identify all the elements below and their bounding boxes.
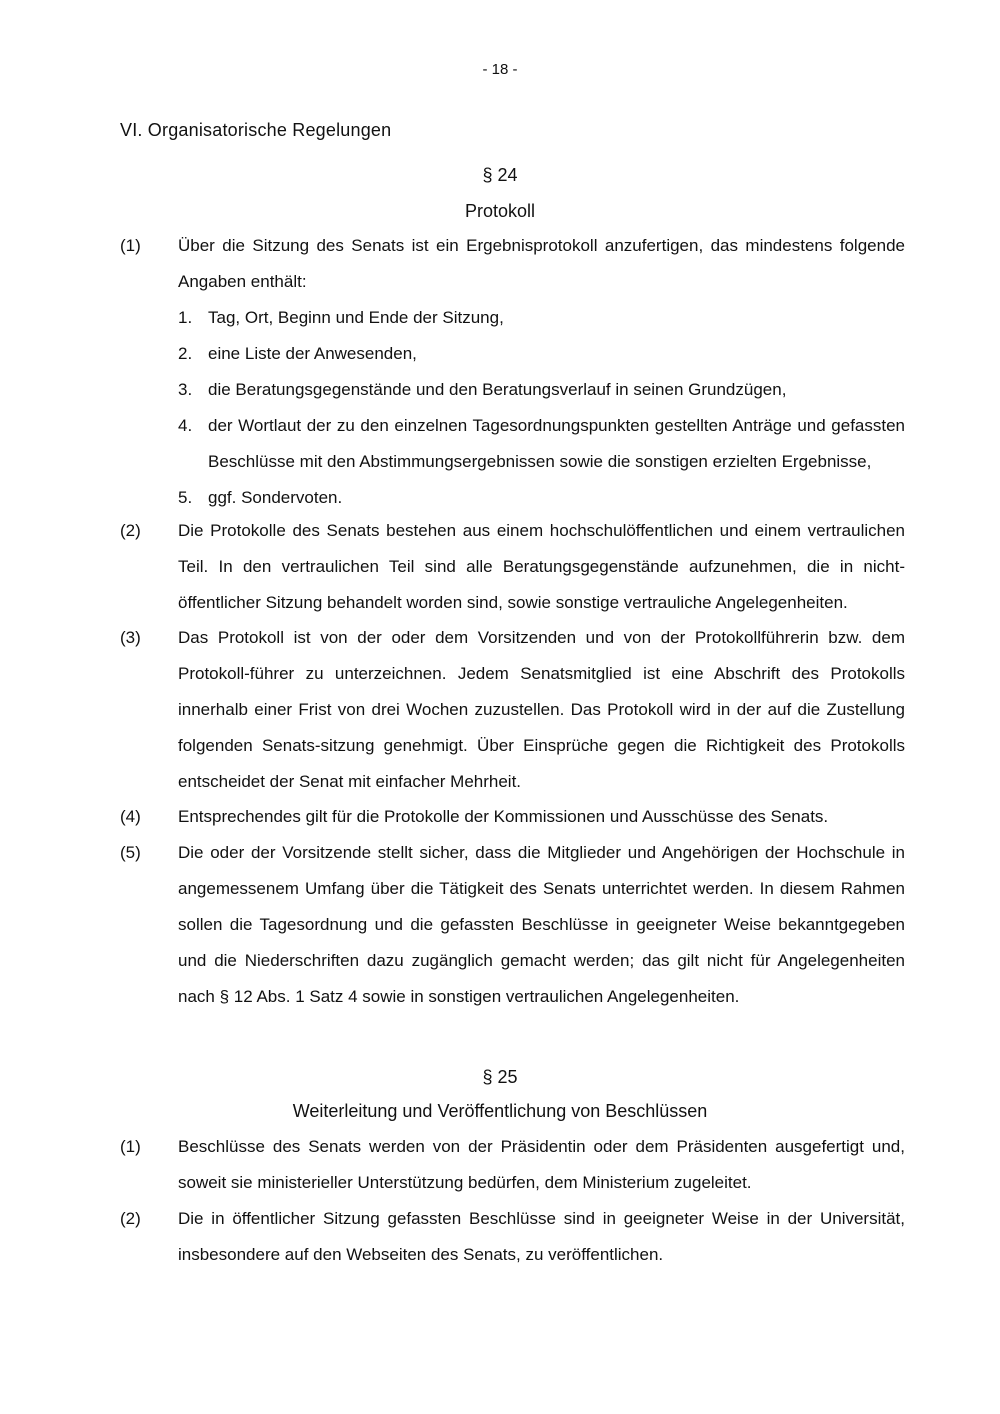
paragraph-text: Über die Sitzung des Senats ist ein Ergebnisprotokoll anzufertigen, das mindestens folgende Angaben enthält: (178, 236, 905, 291)
section-25-title: Weiterleitung und Veröffentlichung von Beschlüssen (292, 1101, 708, 1121)
paragraph-text: Die Protokolle des Senats bestehen aus einem hochschulöffentlichen und einem vertraulichen Teil. In den vertraulichen Teil sind alle Beratungsgegenstände aufzunehmen, die in nicht-öffentlicher Sitzung behandelt worden sind, sowie sonstige vertrauliche Angelegenheiten. (178, 521, 905, 612)
paragraph-number: (2) (120, 1209, 141, 1228)
paragraph-number: (3) (120, 628, 141, 647)
paragraph-text: Beschlüsse des Senats werden von der Präsidentin oder dem Präsidenten ausgefertigt und, soweit sie ministerieller Unterstützung bedürfen, dem Ministerium zugeleitet. (178, 1137, 905, 1192)
section-24-title: Protokoll (464, 201, 536, 221)
section-25-paragraph-2 (120, 1201, 905, 1273)
chapter-heading: VI. Organisatorische Regelungen (120, 120, 392, 140)
section-24-paragraph-4 (120, 799, 905, 835)
section-24-paragraph-1 (120, 228, 905, 516)
paragraph-number: (1) (120, 1137, 141, 1156)
paragraph-number: (2) (120, 521, 141, 540)
list-item-number: 5. (178, 488, 193, 507)
list-item-number: 2. (178, 344, 193, 363)
list-item-number: 3. (178, 380, 193, 399)
section-24-paragraph-5 (120, 835, 905, 1015)
list-item (178, 300, 905, 336)
list-item (178, 336, 905, 372)
list-item (178, 408, 905, 480)
list-item (178, 480, 905, 516)
paragraph-text: Entsprechendes gilt für die Protokolle der Kommissionen und Ausschüsse des Senats. (178, 807, 829, 826)
paragraph-text: Die in öffentlicher Sitzung gefassten Beschlüsse sind in geeigneter Weise in der Universität, insbesondere auf den Webseiten des Senats, zu veröffentlichen. (178, 1209, 905, 1264)
section-24-paragraph-3 (120, 620, 905, 800)
paragraph-text: Das Protokoll ist von der oder dem Vorsitzenden und von der Protokollführerin bzw. dem Protokoll-führer zu unterzeichnen. Jedem Senatsmitglied ist eine Abschrift des Protokolls innerhalb einer Frist von drei Wochen zuzustellen. Das Protokoll wird in der auf die Zustellung folgenden Senats-sitzung genehmigt. Über Einsprüche gegen die Richtigkeit des Protokolls entscheidet der Senat mit einfacher Mehrheit. (178, 628, 905, 791)
paragraph-number: (1) (120, 236, 141, 255)
page-number: - 18 - (482, 61, 518, 78)
section-24-paragraph-2 (120, 513, 905, 621)
paragraph-number: (4) (120, 807, 141, 826)
list-item-text: der Wortlaut der zu den einzelnen Tagesordnungspunkten gestellten Anträge und gefassten Beschlüsse mit den Abstimmungsergebnissen sowie die sonstigen erzielten Ergebnisse, (208, 416, 905, 471)
paragraph-number: (5) (120, 843, 141, 862)
list-item-text: die Beratungsgegenstände und den Beratungsverlauf in seinen Grundzügen, (208, 380, 787, 399)
list-item-text: Tag, Ort, Beginn und Ende der Sitzung, (208, 308, 504, 327)
paragraph-text: Die oder der Vorsitzende stellt sicher, dass die Mitglieder und Angehörigen der Hochschule in angemessenem Umfang über die Tätigkeit des Senats unterrichtet werden. In diesem Rahmen sollen die Tagesordnung und die gefassten Beschlüsse in geeigneter Weise bekanntgegeben und die Niederschriften dazu zugänglich gemacht werden; das gilt nicht für Angelegenheiten nach § 12 Abs. 1 Satz 4 sowie in sonstigen vertraulichen Angelegenheiten. (178, 843, 905, 1006)
section-24-symbol: § 24 (482, 165, 518, 185)
list-item-number: 1. (178, 308, 193, 327)
protocol-items-list (178, 300, 905, 516)
list-item (178, 372, 905, 408)
list-item-text: ggf. Sondervoten. (208, 488, 343, 507)
list-item-text: eine Liste der Anwesenden, (208, 344, 417, 363)
list-item-number: 4. (178, 416, 193, 435)
section-25-symbol: § 25 (482, 1067, 518, 1087)
section-25-paragraph-1 (120, 1129, 905, 1201)
